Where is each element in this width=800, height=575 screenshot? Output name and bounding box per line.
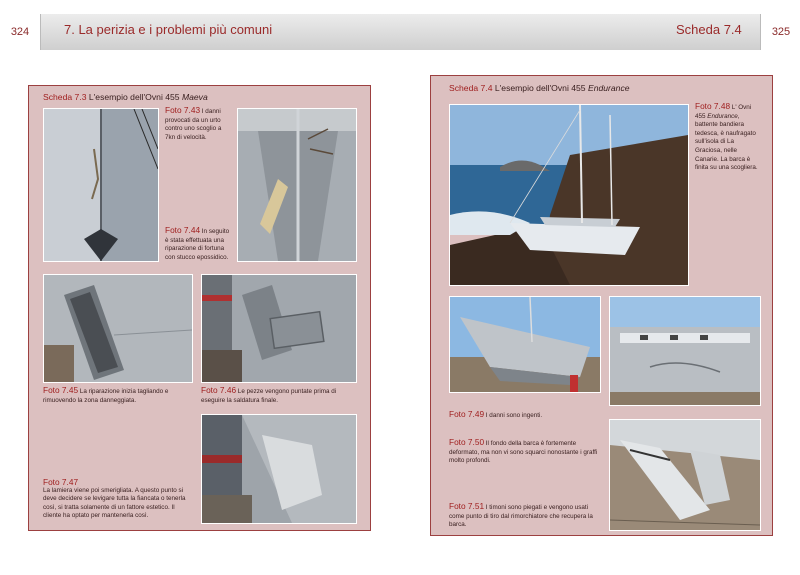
caption-7-48-pre: L' Ovni 455 <box>695 104 752 120</box>
caption-7-46 <box>201 386 353 405</box>
right-panel-title <box>449 83 630 93</box>
caption-7-46-label: Foto 7.46 <box>201 385 237 395</box>
caption-7-44-label: Foto 7.44 <box>165 225 201 235</box>
caption-7-43-label: Foto 7.43 <box>165 105 201 115</box>
caption-7-49-label: Foto 7.49 <box>449 409 485 419</box>
caption-7-50-label: Foto 7.50 <box>449 437 485 447</box>
page-number-right <box>760 14 800 50</box>
right-panel-title-boat: Endurance <box>587 83 630 93</box>
caption-7-51-label: Foto 7.51 <box>449 501 485 511</box>
caption-7-44-text: In seguito è stata effettuata una riparazione di fortuna con stucco epossidico. <box>165 228 230 261</box>
caption-7-47-text: La lamiera viene poi smerigliata. A questo punto si deve decidere se levigare tutta la fiancata o tenerla così, si tratta solamente di un fattore estetico. Il cliente ha optato per mantenerla così. <box>43 486 186 520</box>
chapter-title: 7. La perizia e i problemi più comuni <box>64 22 273 37</box>
caption-7-47-label: Foto 7.47 <box>43 477 79 487</box>
page-number-right-text: 325 <box>771 26 791 38</box>
photo-7-44 <box>237 108 357 262</box>
left-panel-title-text: L'esempio dell'Ovni 455 <box>86 92 182 102</box>
left-panel-title-label: Scheda 7.3 <box>43 92 87 102</box>
caption-7-48-boat: Endurance <box>707 112 738 120</box>
caption-7-51-text: I timoni sono piegati e vengono usati come punto di tiro dal rimorchiatore che recupera la barca. <box>449 504 593 529</box>
left-panel-title <box>43 92 208 102</box>
photo-7-49-hull <box>449 296 601 393</box>
caption-7-48 <box>695 102 761 173</box>
caption-7-45-label: Foto 7.45 <box>43 385 79 395</box>
caption-7-45-text: La riparazione inizia tagliando e rimuovendo la zona danneggiata. <box>43 388 169 404</box>
photo-7-47 <box>201 414 357 524</box>
caption-7-50 <box>449 438 599 466</box>
page-number-left <box>0 14 41 50</box>
page-number-left-text: 324 <box>10 26 30 38</box>
caption-7-44 <box>165 226 231 262</box>
section-label: Scheda 7.4 <box>676 22 742 37</box>
right-panel-title-text: L'esempio dell'Ovni 455 <box>492 83 588 93</box>
caption-7-49 <box>449 410 599 421</box>
photo-7-48 <box>449 104 689 286</box>
left-panel-title-boat: Maeva <box>181 92 208 102</box>
right-panel <box>430 75 773 536</box>
photo-7-45 <box>43 274 193 383</box>
photo-7-49-deck <box>609 296 761 406</box>
caption-7-49-text: I danni sono ingenti. <box>484 412 543 419</box>
caption-7-43 <box>165 106 231 142</box>
caption-7-50-text: Il fondo della barca è fortemente deformato, ma non vi sono squarci nonostante i graffi molto profondi. <box>449 440 598 465</box>
photo-7-46 <box>201 274 357 383</box>
caption-7-46-text: Le pezze vengono puntate prima di eseguire la saldatura finale. <box>201 388 337 404</box>
caption-7-45 <box>43 386 193 405</box>
photo-7-43 <box>43 108 159 262</box>
caption-7-43-text: I danni provocati da un urto contro uno scoglio a 7kn di velocità. <box>165 108 222 141</box>
caption-7-51 <box>449 502 599 530</box>
caption-7-48-label: Foto 7.48 <box>695 101 731 111</box>
photo-7-51 <box>609 419 761 531</box>
right-panel-title-label: Scheda 7.4 <box>449 83 493 93</box>
caption-7-47 <box>43 478 193 521</box>
left-panel <box>28 85 371 531</box>
caption-7-48-text: , battente bandiera tedesca, è naufragato sull'isola di La Graciosa, nelle Canarie. La barca è finita su una scogliera. <box>695 112 758 172</box>
